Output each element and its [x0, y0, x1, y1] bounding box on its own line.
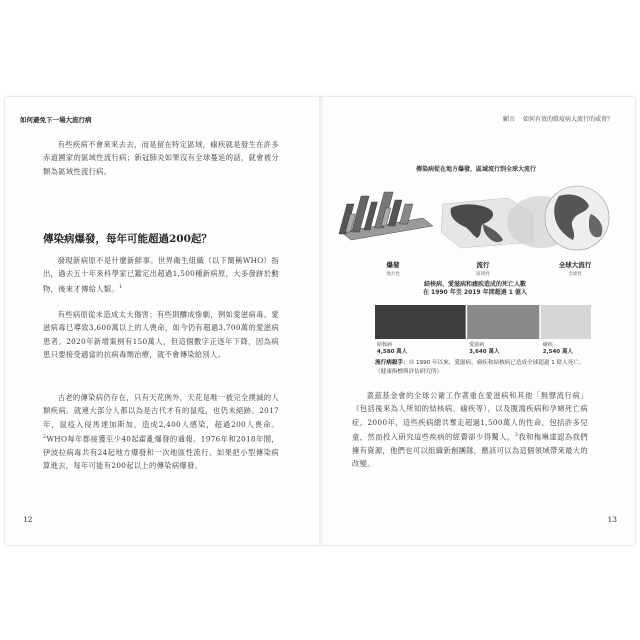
stage-pandemic-title: 全球大流行 — [558, 261, 592, 269]
figure-caption — [375, 359, 591, 376]
stage-outbreak-title: 爆發 — [386, 261, 400, 269]
bar-label-malaria-name: 瘧疾 — [542, 342, 553, 348]
outbreak-illustration — [333, 174, 619, 256]
section-heading: 傳染病爆發，每年可能超過200起？ — [43, 233, 212, 245]
left-paragraph-1-text: 有些疾病不會來來去去，而是留在特定區域，瘧疾就是發生在許多赤道國家的區域性流行病；新冠肺炎如果沒有全球蔓延的話，就會被分類為區域性流行病。 — [43, 140, 279, 176]
left-paragraph-4b-text: WHO每年都接獲至少40起霍亂爆發的通報。1976年和2018年間，伊波拉病毒共有24起地方爆發和一次地區性流行。如果把小型傳染病算進去，每年可能有200起以上的傳染病爆發。 — [43, 434, 279, 471]
stage-epidemic — [463, 260, 503, 277]
stage-pandemic — [545, 260, 605, 277]
left-paragraph-4-text: 古老的傳染病仍存在，只有天花例外，天花是唯一被完全撲滅的人類疾病。就連大部分人都以為是古代才有的鼠疫，也仍未絕跡。2017年，鼠疫入侵馬達加斯加，造成2,400人感染，超過200人喪命。 — [43, 393, 279, 429]
caption-text: 自 1990 年以來，愛滋病、瘧疾和結核病已造成全球超過 1 億人死亡。（健康指標與評估研究所） — [375, 360, 585, 375]
chart-title-line-2: 在 1990 年至 2019 年間超過 1 億人 — [422, 289, 528, 296]
book-gutter — [319, 97, 322, 545]
right-paragraph-1 — [352, 389, 588, 471]
deaths-stacked-bar-chart — [375, 305, 591, 339]
bar-label-aids — [469, 342, 499, 355]
stage-epidemic-sub: 區域性 — [476, 272, 490, 277]
chart-title-line-1: 結核病、愛滋病和瘧疾造成的死亡人數 — [423, 281, 526, 288]
running-head-title: 如何有效的組疫病大流行的威脅？ — [522, 116, 613, 123]
bar-malaria — [541, 305, 591, 339]
left-running-head: 如何避免下一場大流行病 — [20, 116, 92, 124]
stage-pandemic-sub: 全球性 — [568, 272, 582, 277]
stage-outbreak-sub: 地方性 — [386, 272, 400, 277]
right-paragraph-1b-text: 我和梅琳達認為我們擁有資源，他們也可以組織新創團隊，應該可以為這個領域帶來最大的改變。 — [352, 432, 588, 469]
city-skyline-icon — [339, 192, 433, 240]
bar-tuberculosis — [375, 305, 466, 339]
bar-aids — [467, 305, 539, 339]
left-paragraph-3-text: 有些病原從未造成太大傷害；有些則釀成慘劇，例如愛滋病毒。愛滋病毒已導致3,600萬以上的人喪命，如今仍有超過3,700萬的愛滋病患者。2020年新增案例有150萬人，但這個數字正逐年下降，因為病患只要接受適當的抗病毒劑治療，就不會傳染給別人。 — [43, 310, 279, 360]
stage-outbreak — [373, 260, 413, 277]
bar-label-aids-value: 3,640 萬人 — [469, 348, 500, 355]
caption-label: 流行病殺手： — [375, 360, 409, 366]
left-paragraph-2-text: 發現新病原不是什麼新鮮事。世界衛生組織（以下簡稱WHO）指出，過去五十年來科學家已鑑定出超過1,500種新病原，大多發跡於動物，後來才傳給人類。 — [43, 256, 279, 294]
running-head-chapter: 顧言 — [502, 116, 515, 123]
footnote-ref-3: 3 — [514, 432, 519, 439]
figure-title: 傳染病從在地方爆發，區域流行到全球大流行 — [415, 166, 536, 173]
left-paragraph-3 — [43, 308, 279, 362]
left-paragraph-1 — [43, 138, 279, 178]
bar-label-malaria-value: 2,540 萬人 — [542, 348, 574, 355]
stage-epidemic-title: 流行 — [476, 261, 490, 269]
left-page-number: 12 — [23, 515, 33, 524]
bar-label-malaria — [543, 342, 573, 355]
bar-label-tuberculosis — [377, 342, 407, 355]
left-paragraph-2 — [43, 254, 279, 296]
chart-title — [375, 281, 575, 297]
right-paragraph-1-text: 蓋茲基金會的全球公衛工作著重在愛滋病和其他「無聲流行病」（包括後來為人所知的結核病、瘧疾等），以及腹瀉疾病和孕婦死亡病症。2000年，這些疾病總共奪走超過1,500萬人的性命，包括許多兒童，然而投入研究這些疾病的經費卻少得驚人。 — [352, 391, 588, 442]
right-page-number: 13 — [607, 515, 617, 524]
right-running-head — [503, 114, 613, 123]
bar-label-tuberculosis-name: 結核病 — [377, 342, 393, 348]
footnote-ref-1: 1 — [118, 283, 123, 290]
bar-label-aids-name: 愛滋病 — [469, 342, 485, 348]
globe-icon — [507, 186, 609, 250]
left-paragraph-4 — [43, 391, 279, 473]
bar-label-tuberculosis-value: 4,580 萬人 — [377, 348, 408, 355]
book-spread — [5, 97, 635, 545]
footnote-ref-2: 2 — [43, 434, 47, 441]
